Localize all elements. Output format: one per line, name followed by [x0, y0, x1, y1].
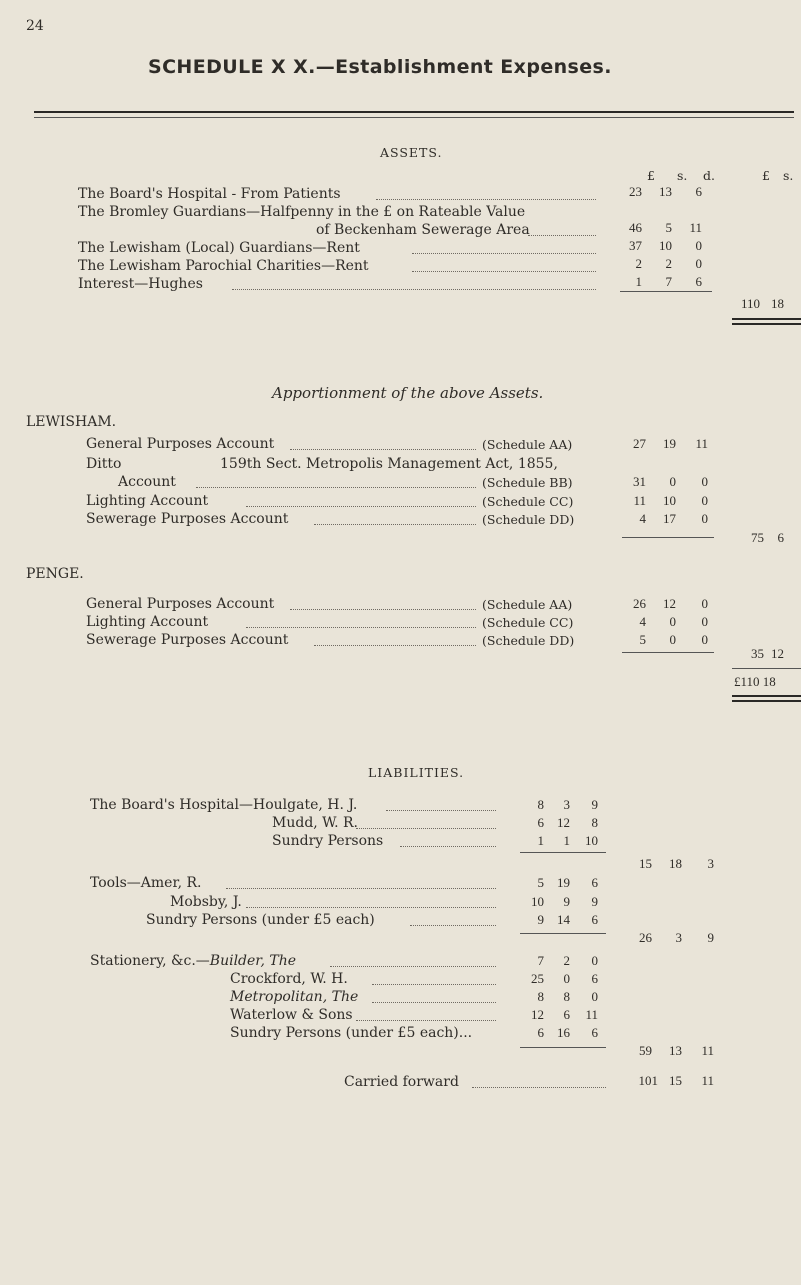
title-rule-thin [34, 117, 794, 118]
subtotal-rule [520, 852, 606, 853]
grand-total-rule [732, 668, 801, 669]
liability-label: Stationery, &c.—Builder, The [90, 953, 296, 969]
leader-dots [232, 289, 596, 290]
leader-dots [314, 524, 476, 525]
carried-forward-label: Carried forward [344, 1074, 459, 1090]
section-lewisham: LEWISHAM. [26, 414, 117, 430]
liabilities-heading: LIABILITIES. [368, 765, 465, 780]
subtotal-rule [520, 1047, 606, 1048]
asset-label: The Lewisham (Local) Guardians—Rent [78, 240, 360, 256]
lewisham-label: General Purposes Account [86, 436, 275, 452]
leader-dots [400, 846, 496, 847]
leader-dots [472, 1087, 606, 1088]
grand-total-double-rule [732, 695, 801, 697]
liability-label: Crockford, W. H. [230, 971, 348, 987]
schedule-ref: (Schedule AA) [482, 597, 573, 612]
subtotal-rule [620, 291, 712, 292]
subtotal-rule [622, 652, 714, 653]
liability-label [230, 989, 358, 1005]
lewisham-label: Ditto [86, 456, 122, 472]
schedule-ref: (Schedule BB) [482, 475, 573, 490]
leader-dots [246, 907, 496, 908]
page-number: 24 [26, 18, 44, 34]
col-header-shillings: s. [677, 168, 688, 183]
leader-dots [246, 506, 476, 507]
leader-dots [412, 271, 596, 272]
schedule-ref: (Schedule DD) [482, 633, 575, 648]
liability-label: Waterlow & Sons [230, 1007, 353, 1023]
liability-label: Sundry Persons [272, 833, 384, 849]
leader-dots [356, 828, 496, 829]
subtotal-rule [622, 537, 714, 538]
penge-label: Lighting Account [86, 614, 209, 630]
penge-label: General Purposes Account [86, 596, 275, 612]
leader-dots [410, 925, 496, 926]
grand-total: £110 18 [734, 674, 776, 689]
page-title: SCHEDULE X X.—Establishment Expenses. [148, 56, 612, 78]
schedule-ref: (Schedule AA) [482, 437, 573, 452]
leader-dots [290, 449, 476, 450]
total-double-rule [732, 318, 801, 320]
leader-dots [528, 235, 596, 236]
col-header-pounds: £ [647, 168, 655, 183]
leader-dots [376, 199, 596, 200]
apportionment-heading: Apportionment of the above Assets. [272, 384, 544, 402]
subtotal-rule [520, 933, 606, 934]
total-double-rule [732, 323, 801, 325]
asset-label-cont: of Beckenham Sewerage Area [316, 222, 530, 238]
col-header-shillings-total: s. [783, 168, 794, 183]
leader-dots [226, 888, 496, 889]
leader-dots [196, 487, 476, 488]
section-penge: PENGE. [26, 566, 84, 582]
schedule-ref: (Schedule DD) [482, 512, 575, 527]
liability-label: Sundry Persons (under £5 each)... [230, 1025, 473, 1041]
lewisham-label: Sewerage Purposes Account [86, 511, 289, 527]
leader-dots [246, 627, 476, 628]
liability-label-italic: Metropolitan, The [230, 989, 359, 1005]
liability-label: Tools—Amer, R. [90, 875, 202, 891]
assets-heading: ASSETS. [380, 145, 443, 160]
leader-dots [372, 1002, 496, 1003]
liability-label: Mobsby, J. [170, 894, 242, 910]
leader-dots [386, 810, 496, 811]
leader-dots [412, 253, 596, 254]
asset-label: The Bromley Guardians—Halfpenny in the £ on Rateable Value [78, 204, 526, 220]
liability-label: Sundry Persons (under £5 each) [146, 912, 375, 928]
leader-dots [314, 645, 476, 646]
col-header-pence: d. [703, 168, 715, 183]
lewisham-label-cont: Account [118, 474, 176, 490]
leader-dots [330, 966, 496, 967]
title-rule [34, 111, 794, 113]
leader-dots [356, 1020, 496, 1021]
schedule-ref: (Schedule CC) [482, 615, 574, 630]
leader-dots [372, 984, 496, 985]
asset-label: Interest—Hughes [78, 276, 203, 292]
liability-label: The Board's Hospital—Houlgate, H. J. [90, 797, 358, 813]
col-header-pounds-total: £ [762, 168, 770, 183]
asset-label: The Lewisham Parochial Charities—Rent [78, 258, 369, 274]
liability-label: Mudd, W. R. [272, 815, 359, 831]
lewisham-label: Lighting Account [86, 493, 209, 509]
grand-total-double-rule [732, 700, 801, 702]
asset-label: The Board's Hospital - From Patients [78, 186, 341, 202]
lewisham-label-extra: 159th Sect. Metropolis Management Act, 1855, [220, 456, 558, 472]
penge-label: Sewerage Purposes Account [86, 632, 289, 648]
schedule-ref: (Schedule CC) [482, 494, 574, 509]
leader-dots [290, 609, 476, 610]
liability-label-italic: Builder, The [209, 953, 296, 969]
